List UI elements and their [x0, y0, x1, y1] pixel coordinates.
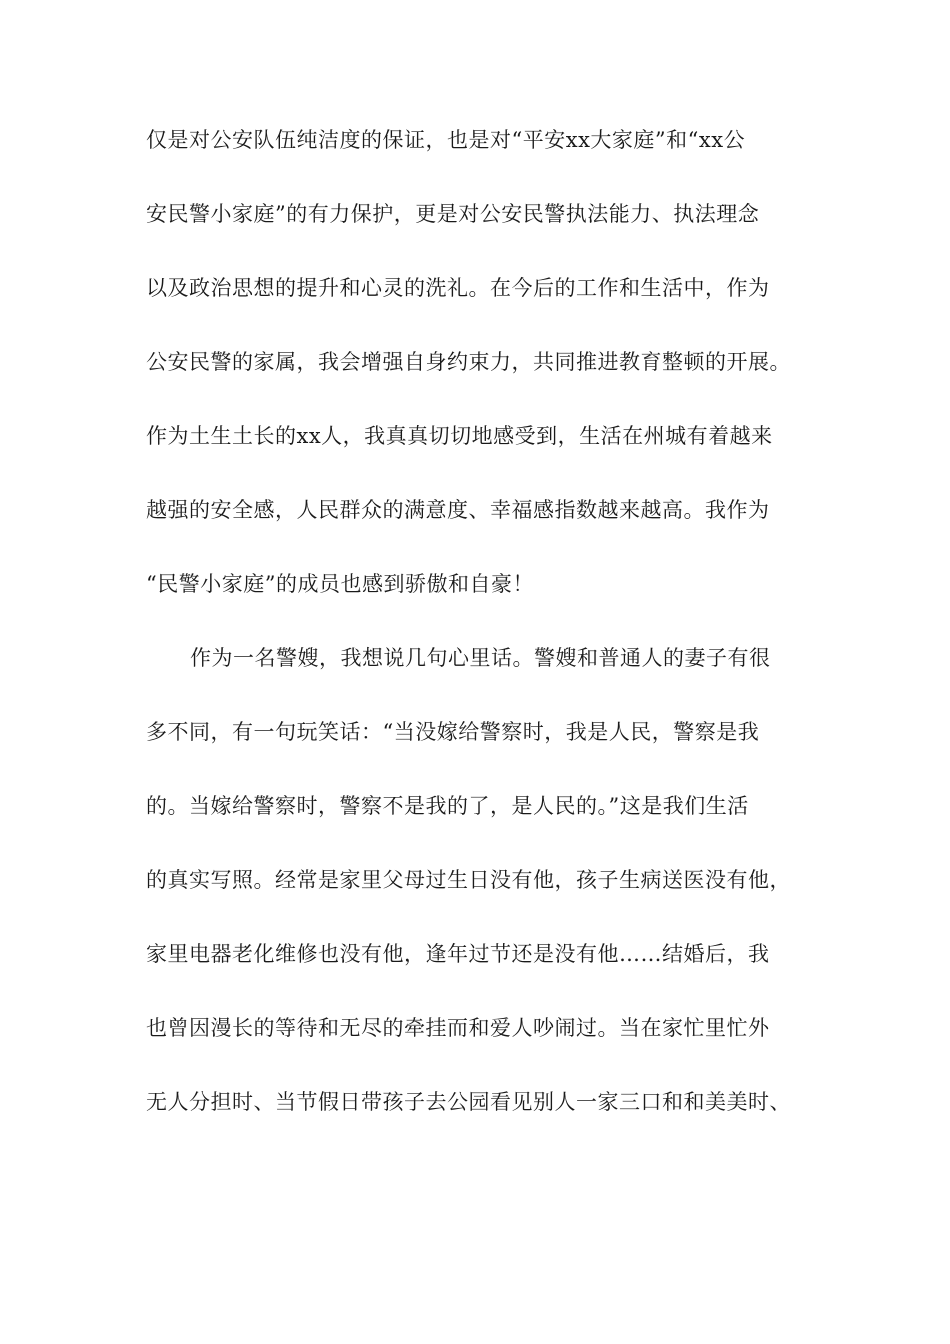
text-line: 安民警小家庭”的有力保护，更是对公安民警执法能力、执法理念 [146, 202, 760, 226]
text-line: 越强的安全感，人民群众的满意度、幸福感指数越来越高。我作为 [146, 498, 770, 522]
text-line: 家里电器老化维修也没有他，逢年过节还是没有他……结婚后，我 [146, 942, 770, 966]
text-line: 作为土生土长的xx人，我真真切切地感受到，生活在州城有着越来 [146, 424, 773, 448]
text-line: 的。当嫁给警察时，警察不是我的了，是人民的。”这是我们生活 [146, 794, 749, 818]
text-line: 的真实写照。经常是家里父母过生日没有他，孩子生病送医没有他， [146, 868, 791, 892]
text-line: 公安民警的家属，我会增强自身约束力，共同推进教育整顿的开展。 [146, 350, 791, 374]
paragraph-2 [146, 646, 806, 1164]
text-line: 仅是对公安队伍纯洁度的保证，也是对“平安xx大家庭”和“xx公 [146, 128, 746, 152]
text-line-first-indent: 作为一名警嫂，我想说几句心里话。警嫂和普通人的妻子有很 [190, 646, 771, 670]
text-line: “民警小家庭”的成员也感到骄傲和自豪！ [146, 572, 534, 596]
text-line: 多不同，有一句玩笑话：“当没嫁给警察时，我是人民，警察是我 [146, 720, 760, 744]
text-line: 也曾因漫长的等待和无尽的牵挂而和爱人吵闹过。当在家忙里忙外 [146, 1016, 770, 1040]
text-line: 以及政治思想的提升和心灵的洗礼。在今后的工作和生活中，作为 [146, 276, 770, 300]
text-line: 无人分担时、当节假日带孩子去公园看见别人一家三口和和美美时、 [146, 1090, 791, 1114]
body-text [146, 128, 806, 1164]
paragraph-1 [146, 128, 806, 646]
